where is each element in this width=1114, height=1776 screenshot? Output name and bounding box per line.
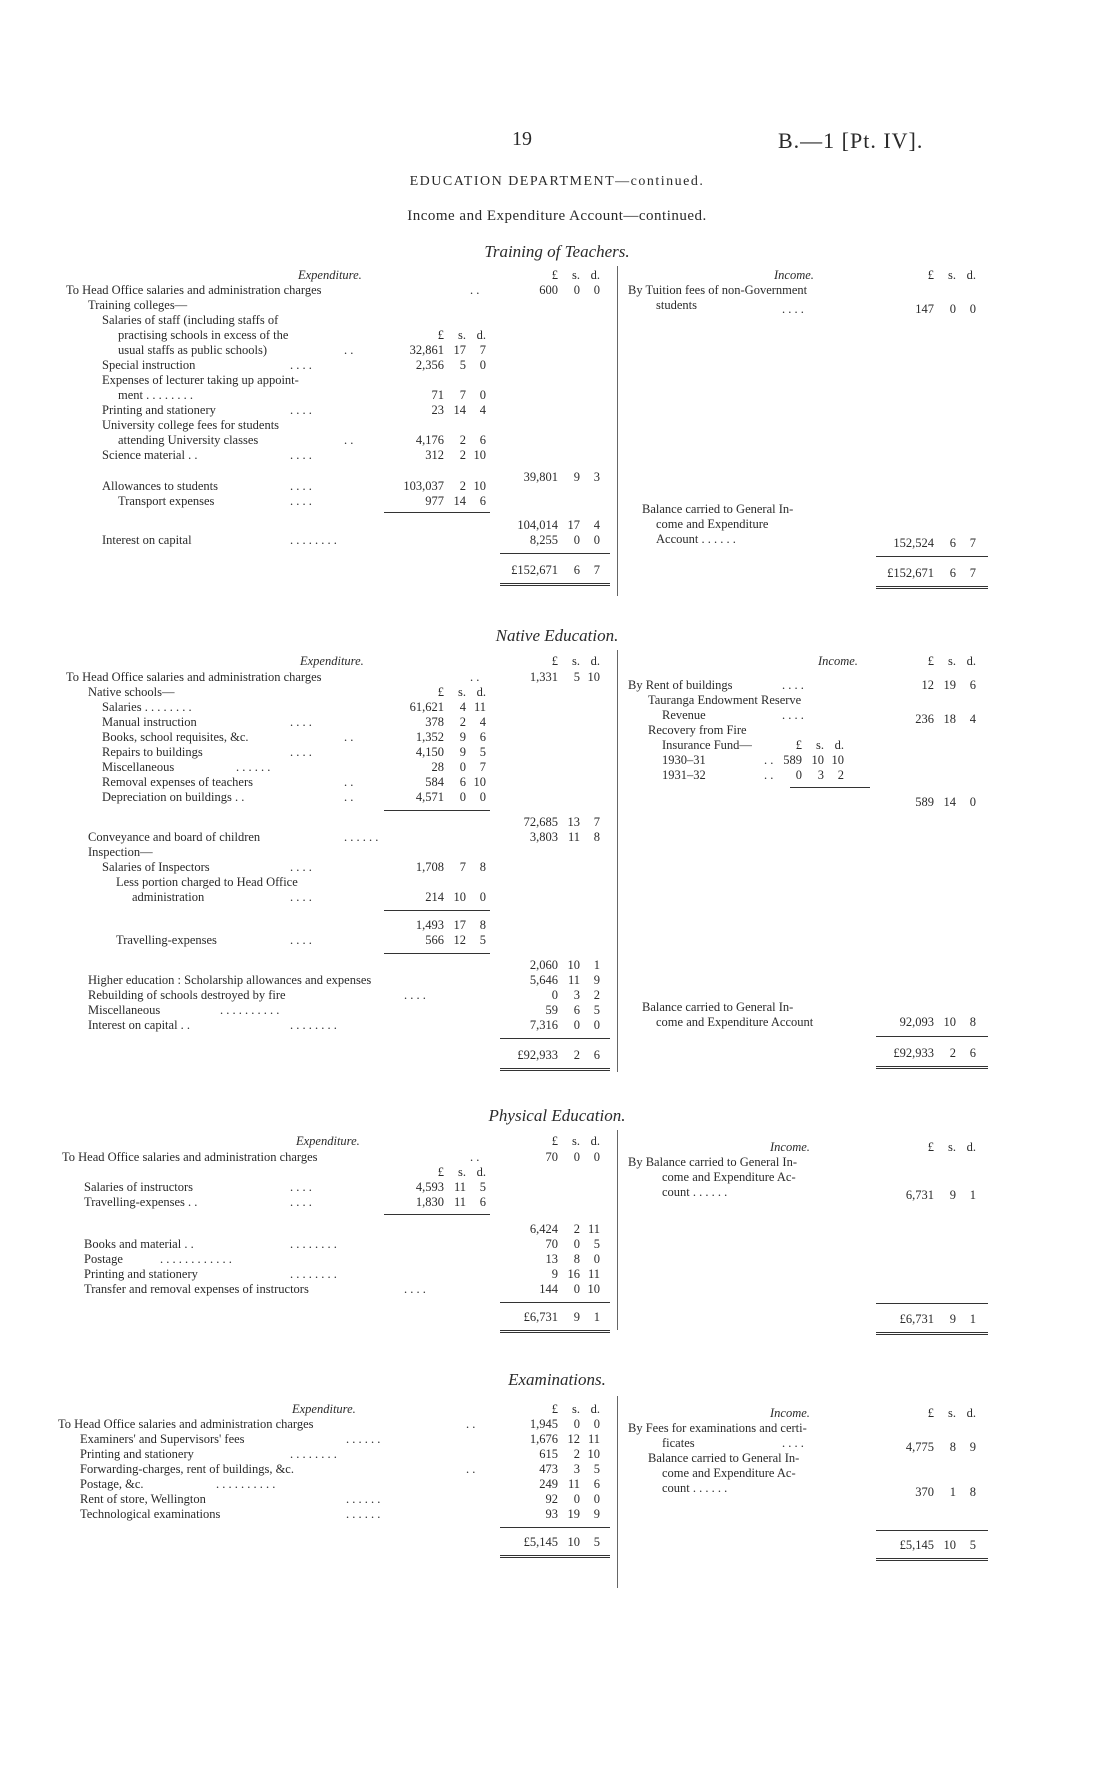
total-amount: £6,731 9 1 — [523, 1310, 600, 1324]
line-item-label: By Rent of buildings — [628, 678, 733, 692]
amount: 0 3 2 — [551, 988, 600, 1002]
line-item-label: come and Expenditure Ac- — [662, 1170, 796, 1184]
rule — [876, 1036, 988, 1037]
line-item-label: Salaries . . . . . . . . — [102, 700, 192, 714]
section-title-physical: Physical Education. — [488, 1106, 626, 1125]
line-item-label: count . . . . . . — [662, 1481, 728, 1495]
double-rule — [876, 1066, 988, 1069]
leader-dots: . . . . — [404, 988, 426, 1002]
expenditure-heading: Expenditure. — [300, 654, 364, 668]
rule — [500, 1038, 610, 1039]
expenditure-heading: Expenditure. — [298, 268, 362, 282]
leader-dots: . . . . — [290, 860, 312, 874]
column-divider — [617, 1396, 618, 1588]
line-item-label: come and Expenditure — [656, 517, 769, 531]
line-item-label: Technological examinations — [80, 1507, 221, 1521]
amount: 0 3 2 — [795, 768, 844, 782]
total-amount: £152,671 6 7 — [511, 563, 600, 577]
column-header-lsd: £ s. d. — [551, 1402, 600, 1416]
amount: 2,356 5 0 — [415, 358, 486, 372]
double-rule — [876, 1332, 988, 1335]
leader-dots: . . . . — [290, 448, 312, 462]
leader-dots: . . . . . . — [346, 1432, 381, 1446]
amount: 28 0 7 — [431, 760, 486, 774]
leader-dots: . . . . . . . . — [290, 1237, 337, 1251]
column-divider — [617, 650, 618, 1072]
line-item-label: come and Expenditure Account — [656, 1015, 814, 1029]
double-rule — [500, 1330, 610, 1333]
amount: 70 0 5 — [545, 1237, 600, 1251]
amount: 13 8 0 — [545, 1252, 600, 1266]
rule — [384, 953, 490, 954]
subtotal-amount: 6,424 2 11 — [529, 1222, 600, 1236]
leader-dots: . . . . . . — [344, 830, 379, 844]
line-item-label: Science material . . — [102, 448, 198, 462]
expenditure-heading: Expenditure. — [296, 1134, 360, 1148]
double-rule — [500, 1068, 610, 1071]
rule — [500, 553, 610, 554]
account-heading: Income and Expenditure Account—continued. — [407, 208, 707, 224]
amount: 6,731 9 1 — [905, 1188, 976, 1202]
leader-dots: . . . . — [290, 1195, 312, 1209]
leader-dots: . . — [466, 1462, 476, 1476]
total-amount: £5,145 10 5 — [523, 1535, 600, 1549]
line-item-label: Printing and stationery — [84, 1267, 198, 1281]
line-item-label: come and Expenditure Ac- — [662, 1466, 796, 1480]
leader-dots: . . . . — [290, 479, 312, 493]
line-item-label: To Head Office salaries and administration charges — [58, 1417, 314, 1431]
line-item-label: 1930–31 — [662, 753, 706, 767]
line-item-label: Printing and stationery — [80, 1447, 194, 1461]
line-item-label: By Balance carried to General In- — [628, 1155, 798, 1169]
section-title-examinations: Examinations. — [508, 1370, 606, 1389]
column-header-lsd: £ s. d. — [927, 1406, 976, 1420]
section-title-native: Native Education. — [495, 626, 619, 645]
total-amount: £5,145 10 5 — [899, 1538, 976, 1552]
line-item-label: By Fees for examinations and certi- — [628, 1421, 807, 1435]
line-item-label: Printing and stationery — [102, 403, 216, 417]
leader-dots: . . . . — [404, 1282, 426, 1296]
income-heading: Income. — [774, 268, 814, 282]
line-item-label: Inspection— — [88, 845, 153, 859]
leader-dots: . . — [470, 670, 480, 684]
leader-dots: . . — [344, 433, 354, 447]
amount: 9 16 11 — [551, 1267, 600, 1281]
amount: 5,646 11 9 — [529, 973, 600, 987]
line-item-label: Less portion charged to Head Office — [116, 875, 298, 889]
subtotal-amount: 589 14 0 — [915, 795, 976, 809]
line-item-label: practising schools in excess of the — [118, 328, 289, 342]
leader-dots: . . . . — [290, 745, 312, 759]
subtotal-amount: 39,801 9 3 — [523, 470, 600, 484]
rule — [384, 1214, 490, 1215]
amount: 71 7 0 — [431, 388, 486, 402]
line-item-label: Salaries of instructors — [84, 1180, 194, 1194]
amount: 103,037 2 10 — [403, 479, 486, 493]
column-header-lsd: £ s. d. — [795, 738, 844, 752]
line-item-label: Manual instruction — [102, 715, 197, 729]
income-heading: Income. — [770, 1406, 810, 1420]
amount: 312 2 10 — [425, 448, 486, 462]
double-rule — [500, 1555, 610, 1558]
leader-dots: . . . . . . . . . . . . — [160, 1252, 232, 1266]
line-item-label: ment . . . . . . . . — [118, 388, 193, 402]
amount: 12 19 6 — [921, 678, 976, 692]
amount: 3,803 11 8 — [529, 830, 600, 844]
amount: 1,331 5 10 — [529, 670, 600, 684]
amount: 1,945 0 0 — [529, 1417, 600, 1431]
line-item-label: Special instruction — [102, 358, 196, 372]
double-rule — [500, 583, 610, 586]
leader-dots: . . — [470, 1150, 480, 1164]
total-amount: £6,731 9 1 — [899, 1312, 976, 1326]
line-item-label: Balance carried to General In- — [642, 502, 794, 516]
line-item-label: Salaries of Inspectors — [102, 860, 210, 874]
column-header-lsd: £ s. d. — [551, 654, 600, 668]
expenditure-heading: Expenditure. — [292, 1402, 356, 1416]
amount: 8,255 0 0 — [529, 533, 600, 547]
line-item-label: ficates — [662, 1436, 695, 1450]
amount: 473 3 5 — [539, 1462, 600, 1476]
amount: 59 6 5 — [545, 1003, 600, 1017]
column-header-lsd: £ s. d. — [551, 268, 600, 282]
amount: 23 14 4 — [431, 403, 486, 417]
line-item-label: Miscellaneous — [102, 760, 175, 774]
leader-dots: . . — [764, 768, 774, 782]
line-item-label: Insurance Fund— — [662, 738, 752, 752]
leader-dots: . . . . — [290, 358, 312, 372]
leader-dots: . . . . . . — [236, 760, 271, 774]
column-header-lsd: £ s. d. — [437, 1165, 486, 1179]
subtotal-amount: 1,493 17 8 — [415, 918, 486, 932]
line-item-label: Rent of store, Wellington — [80, 1492, 206, 1506]
document-reference: B.—1 [Pt. IV]. — [778, 128, 924, 153]
leader-dots: . . — [344, 343, 354, 357]
column-header-lsd: £ s. d. — [927, 268, 976, 282]
amount: 70 0 0 — [545, 1150, 600, 1164]
line-item-label: Training colleges— — [88, 298, 188, 312]
leader-dots: . . . . — [290, 890, 312, 904]
leader-dots: . . . . . . . . . . — [216, 1477, 276, 1491]
line-item-label: To Head Office salaries and administration charges — [66, 283, 322, 297]
line-item-label: Transfer and removal expenses of instructors — [84, 1282, 309, 1296]
line-item-label: By Tuition fees of non-Government — [628, 283, 808, 297]
line-item-label: Salaries of staff (including staffs of — [102, 313, 279, 327]
income-heading: Income. — [770, 1140, 810, 1154]
amount: 566 12 5 — [425, 933, 486, 947]
line-item-label: Repairs to buildings — [102, 745, 203, 759]
rule — [876, 556, 988, 557]
rule — [876, 1303, 988, 1304]
rule — [384, 910, 490, 911]
department-heading: EDUCATION DEPARTMENT—continued. — [409, 174, 705, 189]
income-heading: Income. — [818, 654, 858, 668]
line-item-label: Postage — [84, 1252, 123, 1266]
rule — [790, 787, 870, 788]
page-number: 19 — [512, 128, 532, 150]
line-item-label: attending University classes — [118, 433, 259, 447]
line-item-label: Expenses of lecturer taking up appoint- — [102, 373, 299, 387]
amount: 147 0 0 — [915, 302, 976, 316]
leader-dots: . . . . — [782, 1436, 804, 1450]
subtotal-amount: 72,685 13 7 — [523, 815, 600, 829]
leader-dots: . . . . — [782, 708, 804, 722]
double-rule — [876, 1558, 988, 1561]
line-item-label: Forwarding-charges, rent of buildings, &c. — [80, 1462, 294, 1476]
line-item-label: Miscellaneous — [88, 1003, 161, 1017]
line-item-label: Examiners' and Supervisors' fees — [80, 1432, 245, 1446]
line-item-label: count . . . . . . — [662, 1185, 728, 1199]
subtotal-amount: 2,060 10 1 — [529, 958, 600, 972]
rule — [500, 1527, 610, 1528]
amount: 977 14 6 — [425, 494, 486, 508]
line-item-label: Recovery from Fire — [648, 723, 747, 737]
line-item-label: 1931–32 — [662, 768, 706, 782]
total-amount: £92,933 2 6 — [893, 1046, 976, 1060]
amount: 4,593 11 5 — [415, 1180, 486, 1194]
leader-dots: . . — [344, 790, 354, 804]
leader-dots: . . — [764, 753, 774, 767]
column-header-lsd: £ s. d. — [437, 328, 486, 342]
leader-dots: . . . . — [782, 302, 804, 316]
amount: 92,093 10 8 — [899, 1015, 976, 1029]
line-item-label: Revenue — [662, 708, 706, 722]
leader-dots: . . — [344, 730, 354, 744]
amount: 615 2 10 — [539, 1447, 600, 1461]
amount: 249 11 6 — [539, 1477, 600, 1491]
column-header-lsd: £ s. d. — [551, 1134, 600, 1148]
amount: 214 10 0 — [425, 890, 486, 904]
leader-dots: . . . . — [290, 494, 312, 508]
amount: 589 10 10 — [783, 753, 844, 767]
line-item-label: Postage, &c. — [80, 1477, 144, 1491]
leader-dots: . . . . — [290, 933, 312, 947]
column-header-lsd: £ s. d. — [927, 1140, 976, 1154]
line-item-label: Balance carried to General In- — [648, 1451, 800, 1465]
line-item-label: Interest on capital — [102, 533, 192, 547]
line-item-label: Books, school requisites, &c. — [102, 730, 249, 744]
leader-dots: . . . . . . . . — [290, 1018, 337, 1032]
line-item-label: Travelling-expenses . . — [84, 1195, 198, 1209]
total-amount: £152,671 6 7 — [887, 566, 976, 580]
line-item-label: Balance carried to General In- — [642, 1000, 794, 1014]
leader-dots: . . — [466, 1417, 476, 1431]
double-rule — [876, 586, 988, 589]
leader-dots: . . . . — [290, 1180, 312, 1194]
line-item-label: Allowances to students — [102, 479, 218, 493]
rule — [384, 512, 490, 513]
leader-dots: . . . . . . . . — [290, 1447, 337, 1461]
leader-dots: . . — [470, 283, 480, 297]
leader-dots: . . . . . . — [346, 1507, 381, 1521]
amount: 92 0 0 — [545, 1492, 600, 1506]
amount: 378 2 4 — [425, 715, 486, 729]
leader-dots: . . . . . . . . — [290, 533, 337, 547]
amount: 600 0 0 — [539, 283, 600, 297]
amount: 1,708 7 8 — [415, 860, 486, 874]
line-item-label: students — [656, 298, 697, 312]
subtotal-amount: 104,014 17 4 — [517, 518, 600, 532]
amount: 4,150 9 5 — [415, 745, 486, 759]
line-item-label: administration — [132, 890, 205, 904]
line-item-label: Interest on capital . . — [88, 1018, 191, 1032]
line-item-label: University college fees for students — [102, 418, 280, 432]
line-item-label: Transport expenses — [118, 494, 215, 508]
line-item-label: Native schools— — [88, 685, 175, 699]
column-divider — [617, 266, 618, 596]
amount: 1,352 9 6 — [415, 730, 486, 744]
rule — [500, 1302, 610, 1303]
line-item-label: To Head Office salaries and administration charges — [66, 670, 322, 684]
amount: 370 1 8 — [915, 1485, 976, 1499]
rule — [876, 1530, 988, 1531]
leader-dots: . . . . — [290, 715, 312, 729]
amount: 4,571 0 0 — [415, 790, 486, 804]
line-item-label: Removal expenses of teachers — [102, 775, 253, 789]
section-title-training: Training of Teachers. — [484, 242, 630, 261]
amount: 61,621 4 11 — [409, 700, 486, 714]
total-amount: £92,933 2 6 — [517, 1048, 600, 1062]
line-item-label: Rebuilding of schools destroyed by fire — [88, 988, 286, 1002]
amount: 584 6 10 — [425, 775, 486, 789]
leader-dots: . . — [344, 775, 354, 789]
amount: 152,524 6 7 — [893, 536, 976, 550]
amount: 93 19 9 — [545, 1507, 600, 1521]
column-header-lsd: £ s. d. — [927, 654, 976, 668]
amount: 7,316 0 0 — [529, 1018, 600, 1032]
column-divider — [617, 1130, 618, 1330]
amount: 1,830 11 6 — [415, 1195, 486, 1209]
line-item-label: usual staffs as public schools) — [118, 343, 268, 357]
line-item-label: Conveyance and board of children — [88, 830, 261, 844]
amount: 4,176 2 6 — [415, 433, 486, 447]
amount: 32,861 17 7 — [409, 343, 486, 357]
leader-dots: . . . . . . — [346, 1492, 381, 1506]
leader-dots: . . . . — [290, 403, 312, 417]
line-item-label: Higher education : Scholarship allowances and expenses — [88, 973, 372, 987]
line-item-label: Tauranga Endowment Reserve — [648, 693, 802, 707]
amount: 144 0 10 — [539, 1282, 600, 1296]
amount: 4,775 8 9 — [905, 1440, 976, 1454]
line-item-label: Depreciation on buildings . . — [102, 790, 245, 804]
column-header-lsd: £ s. d. — [437, 685, 486, 699]
amount: 1,676 12 11 — [529, 1432, 600, 1446]
amount: 236 18 4 — [915, 712, 976, 726]
leader-dots: . . . . — [782, 678, 804, 692]
leader-dots: . . . . . . . . — [290, 1267, 337, 1281]
line-item-label: Books and material . . — [84, 1237, 194, 1251]
line-item-label: Account . . . . . . — [656, 532, 736, 546]
line-item-label: To Head Office salaries and administration charges — [62, 1150, 318, 1164]
leader-dots: . . . . . . . . . . — [220, 1003, 280, 1017]
rule — [384, 810, 490, 811]
line-item-label: Travelling-expenses — [116, 933, 217, 947]
